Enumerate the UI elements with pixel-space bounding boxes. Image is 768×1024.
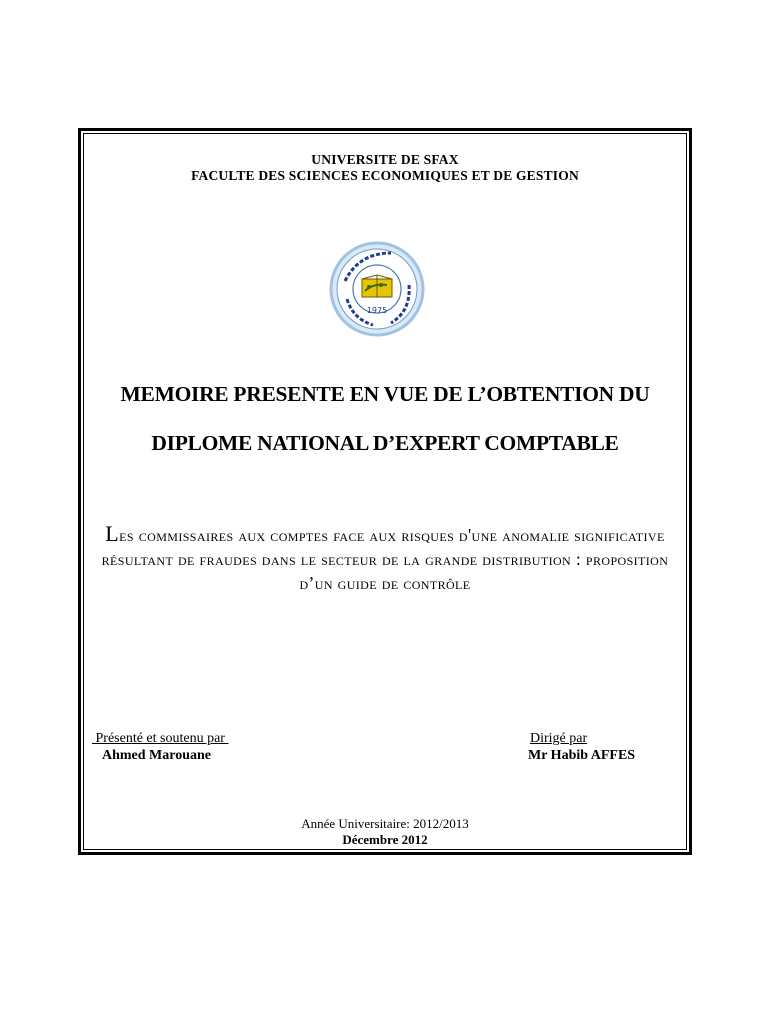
thesis-subject: [92, 522, 678, 595]
thesis-title-line-1: MEMOIRE PRESENTE EN VUE DE L’OBTENTION DU: [120, 382, 650, 406]
presenter-name: Ahmed Marouane: [102, 748, 212, 763]
cover-content: [84, 134, 686, 849]
university-name: UNIVERSITE DE SFAX: [311, 152, 459, 167]
academic-year: Année Universitaire: 2012/2013: [301, 816, 469, 831]
presenter-label: Présenté et soutenu par: [92, 731, 229, 746]
subject-text: es commissaires aux comptes face aux risques d'une anomalie significative résultant de fraudes dans le secteur de la grande distribution : proposition d’un guide de contrôle: [101, 525, 669, 593]
subject-first-letter: L: [105, 521, 120, 546]
university-logo-icon: [329, 241, 425, 337]
supervisor-label: Dirigé par: [530, 731, 588, 746]
institution-header: [84, 152, 686, 184]
thesis-title-line-2: DIPLOME NATIONAL D’EXPERT COMPTABLE: [151, 431, 619, 455]
faculty-name: FACULTE DES SCIENCES ECONOMIQUES ET DE GESTION: [191, 168, 579, 183]
submission-date: Décembre 2012: [342, 832, 428, 847]
logo-year: 1975: [366, 306, 388, 315]
supervisor-name: Mr Habib AFFES: [528, 748, 636, 763]
